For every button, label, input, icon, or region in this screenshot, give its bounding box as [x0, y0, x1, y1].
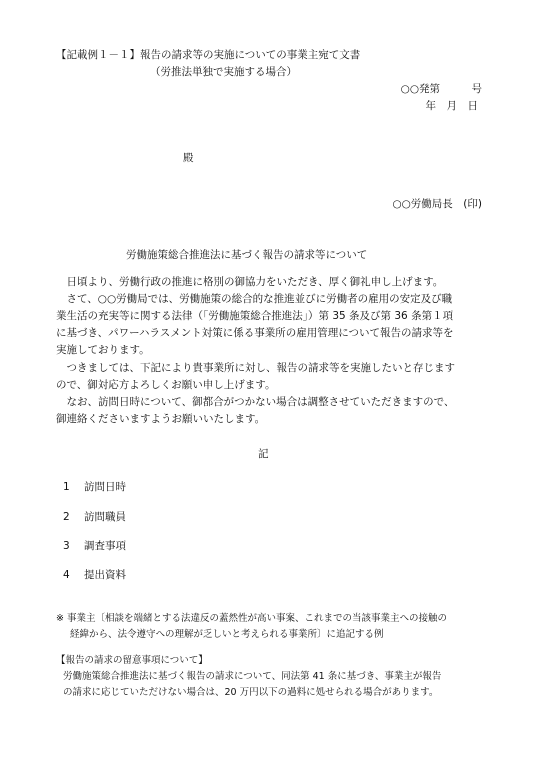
item-number: 1	[63, 481, 70, 493]
document-title: 労働施策総合推進法に基づく報告の請求等について	[126, 249, 368, 261]
header-line-2: （労推法単独で実施する場合）	[150, 66, 297, 78]
note-line-1: ※ 事業主〔相談を端緒とする法違反の蓋然性が高い事案、これまでの当該事業主への接触の	[56, 613, 447, 624]
body-line: なお、訪問日時について、御都合がつかない場合は調整させていただきますので、	[56, 396, 455, 408]
item-label-visit-date: 訪問日時	[84, 481, 126, 493]
item-number: 2	[63, 511, 70, 523]
document-date: 年 月 日	[425, 100, 478, 112]
header-line-1: 【記載例１－１】報告の請求等の実施についての事業主宛て文書	[56, 49, 361, 61]
item-number: 3	[63, 540, 70, 552]
item-number: 4	[63, 569, 70, 581]
item-label-visit-staff: 訪問職員	[84, 511, 126, 523]
caution-line-1: 労働施策総合推進法に基づく報告の請求について、同法第 41 条に基づき、事業主が報告	[63, 671, 442, 682]
body-line: に基づき、パワーハラスメント対策に係る事業所の雇用管理について報告の請求等を	[56, 327, 454, 339]
ki-marker: 記	[258, 448, 269, 460]
item-label-submission-materials: 提出資料	[84, 569, 126, 581]
note-line-2: 経緯から、法令遵守への理解が乏しいと考えられる事業所〕に追記する例	[70, 629, 384, 640]
body-line: 日頃より、労働行政の推進に格別の御協力をいただき、厚く御礼申し上げます。	[56, 276, 444, 288]
body-line: 実施しております。	[56, 344, 150, 356]
sender: ○○労働局長 (印)	[392, 198, 482, 210]
body-line: 業生活の充実等に関する法律（「労働施策総合推進法」）第 35 条及び第 36 条第１項	[56, 310, 454, 322]
addressee-suffix: 殿	[183, 152, 194, 164]
body-line: つきましては、下記により貴事業所に対し、報告の請求等を実施したいと存じます	[56, 362, 455, 374]
document-number: ○○発第 号	[400, 83, 482, 95]
body-line: ので、御対応方よろしくお願い申し上げます。	[56, 379, 276, 391]
item-label-survey-items: 調査事項	[84, 540, 126, 552]
body-line: さて、○○労働局では、労働施策の総合的な推進並びに労働者の雇用の安定及び職	[56, 293, 453, 305]
caution-heading: 【報告の請求の留意事項について】	[56, 655, 208, 666]
caution-line-2: の請求に応じていただけない場合は、20 万円以下の過料に処せられる場合があります。	[63, 687, 439, 698]
body-line: 御連絡くださいますようお願いいたします。	[56, 413, 266, 425]
